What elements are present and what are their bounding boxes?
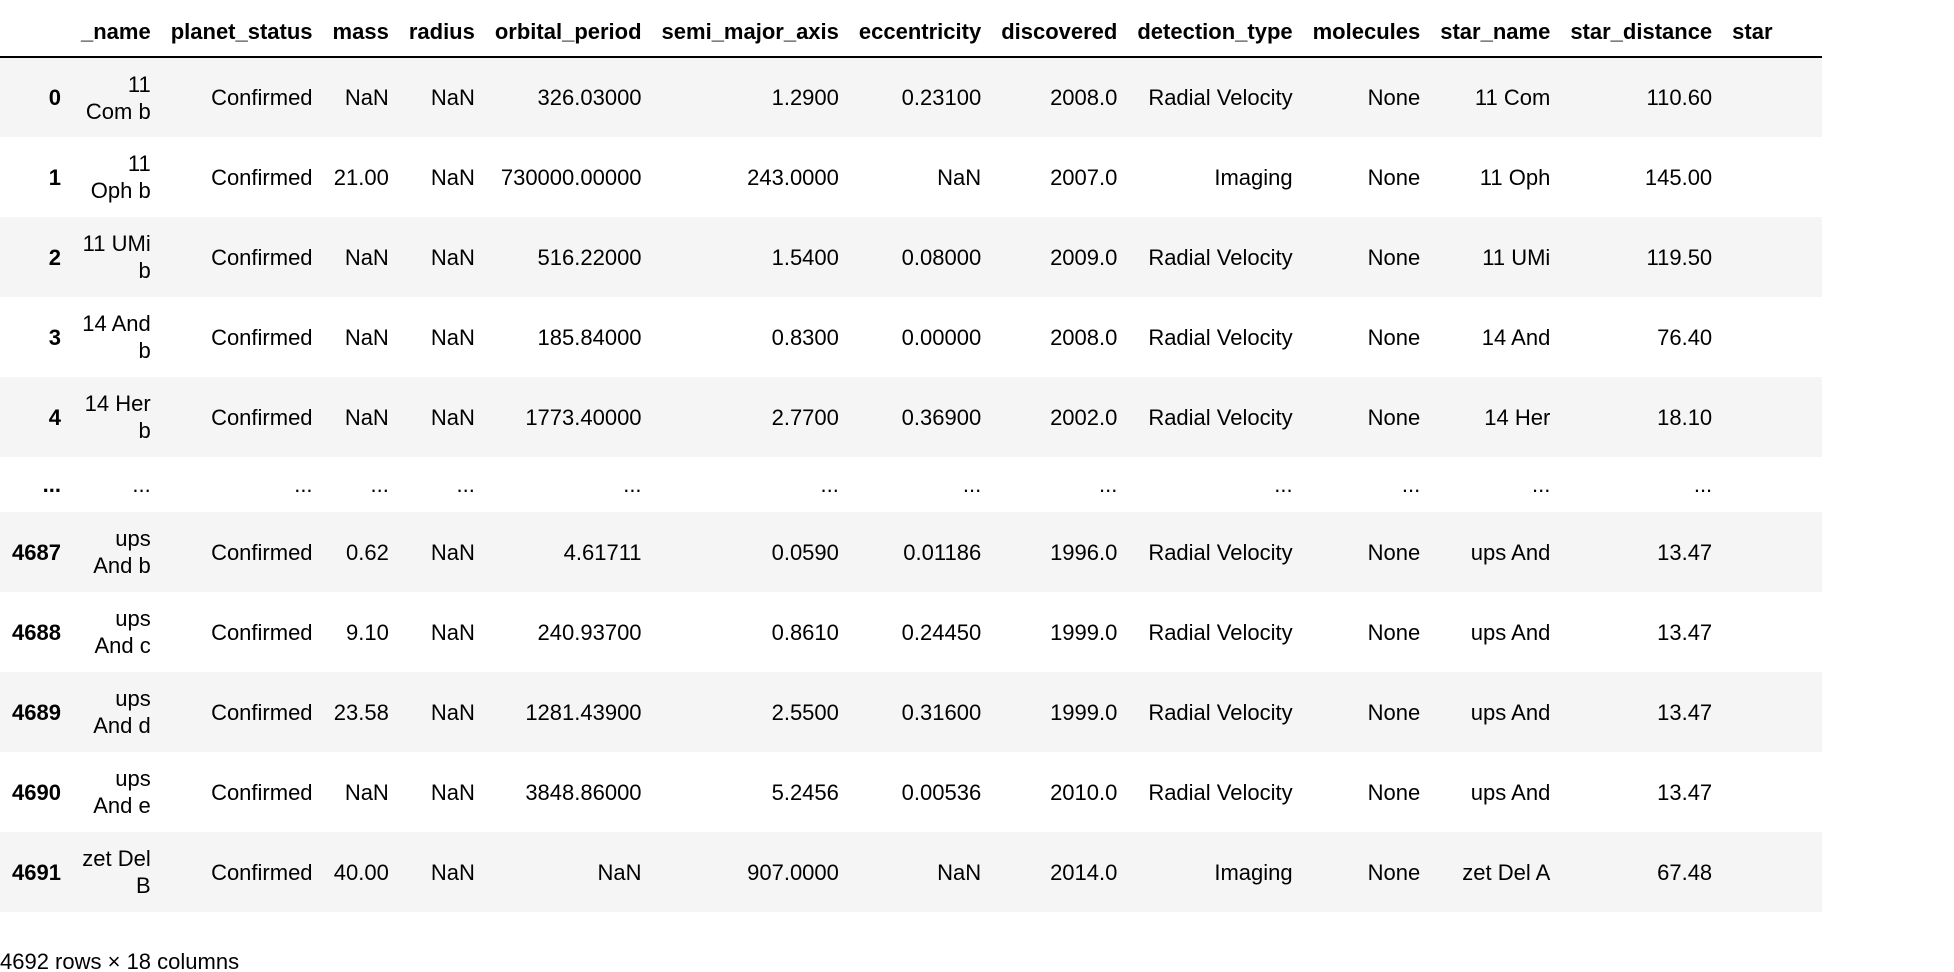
table-cell: Imaging [1214, 859, 1293, 885]
table-cell: 2008.0 [1050, 85, 1118, 110]
table-cell: 2002.0 [1050, 404, 1118, 430]
table-cell: ... [962, 472, 982, 497]
table-row [0, 57, 1822, 137]
table-cell: NaN [344, 85, 389, 110]
table-cell: Radial Velocity [1148, 779, 1293, 805]
table-cell: Radial Velocity [1148, 324, 1293, 350]
table-cell: 9.10 [346, 619, 389, 645]
table-cell: 1996.0 [1050, 539, 1118, 565]
table-cell: ... [456, 472, 475, 497]
table-cell: 0.8300 [771, 324, 839, 350]
index-header [0, 6, 71, 57]
table-cell [1722, 512, 1822, 592]
table-cell: 11 Oph [1479, 164, 1551, 190]
table-cell: NaN [937, 164, 982, 190]
table-cell: Radial Velocity [1148, 539, 1293, 565]
table-cell: ... [1274, 472, 1293, 497]
column-header: orbital_period [485, 6, 652, 57]
table-cell: 0.0590 [771, 539, 839, 565]
table-cell: 0.08000 [901, 244, 982, 270]
table-cell: 13.47 [1657, 539, 1713, 565]
column-header: star_distance [1560, 6, 1722, 57]
table-cell: 0.62 [346, 539, 389, 565]
row-index: 0 [48, 85, 61, 110]
table-cell: NaN [344, 324, 389, 350]
column-header: star [1722, 6, 1822, 57]
row-index: 4689 [12, 699, 61, 725]
table-cell: 2008.0 [1050, 324, 1118, 350]
table-cell: None [1367, 324, 1421, 350]
table-cell: None [1367, 619, 1421, 645]
table-row [0, 672, 1822, 752]
table-cell: 2010.0 [1050, 779, 1118, 805]
table-cell: None [1367, 85, 1421, 110]
table-row [0, 832, 1822, 912]
table-cell: zet Del A [1462, 859, 1551, 885]
column-header: molecules [1303, 6, 1431, 57]
table-cell: 18.10 [1657, 404, 1713, 430]
table-cell: NaN [430, 699, 475, 725]
table-cell: NaN [430, 779, 475, 805]
table-row [0, 377, 1822, 457]
row-index: 4690 [12, 779, 61, 805]
table-cell: Confirmed [211, 619, 313, 645]
table-cell [1722, 832, 1822, 912]
table-cell: 0.8610 [771, 619, 839, 645]
table-cell: 5.2456 [771, 779, 839, 805]
table-cell: Radial Velocity [1148, 85, 1293, 110]
table-cell: 1999.0 [1050, 699, 1118, 725]
table-cell: ups And [1470, 779, 1551, 805]
column-header: detection_type [1127, 6, 1302, 57]
table-cell: 1.5400 [771, 244, 839, 270]
table-cell: 2.7700 [771, 404, 839, 430]
table-cell: 14 Her b [84, 391, 151, 443]
row-index: 3 [48, 324, 61, 350]
table-cell: 145.00 [1644, 164, 1713, 190]
table-cell: ups And [1470, 699, 1551, 725]
table-cell: NaN [344, 404, 389, 430]
table-cell: 0.00536 [901, 779, 982, 805]
table-cell: ... [1693, 472, 1713, 497]
table-cell: ups And d [93, 686, 151, 738]
table-cell: Radial Velocity [1148, 244, 1293, 270]
table-cell: 11 UMi [1482, 244, 1551, 270]
table-cell: ups And [1470, 539, 1551, 565]
table-cell: NaN [344, 244, 389, 270]
table-cell: NaN [597, 859, 642, 885]
table-cell: 13.47 [1657, 779, 1713, 805]
table-cell: Confirmed [211, 404, 313, 430]
table-cell: 1773.40000 [525, 404, 642, 430]
table-cell: None [1367, 539, 1421, 565]
table-cell [1722, 592, 1822, 672]
table-cell: Radial Velocity [1148, 404, 1293, 430]
table-cell: 23.58 [333, 699, 389, 725]
table-cell: 119.50 [1646, 244, 1713, 270]
table-row [0, 512, 1822, 592]
table-cell: ups And c [94, 606, 151, 658]
table-cell: 2007.0 [1050, 164, 1118, 190]
table-cell: Confirmed [211, 779, 313, 805]
table-cell: 730000.00000 [500, 164, 642, 190]
table-cell [1722, 752, 1822, 832]
table-cell: None [1367, 404, 1421, 430]
table-cell: Confirmed [211, 539, 313, 565]
table-cell: 185.84000 [537, 324, 642, 350]
row-count-summary: 4692 rows × 18 columns [0, 949, 240, 972]
table-row [0, 752, 1822, 832]
table-cell: NaN [430, 619, 475, 645]
table-cell: 0.23100 [901, 85, 982, 110]
table-cell: ... [623, 472, 642, 497]
table-cell: NaN [344, 779, 389, 805]
column-header: discovered [991, 6, 1127, 57]
table-cell: 0.31600 [901, 699, 982, 725]
table-cell: None [1367, 164, 1421, 190]
dataframe-table [0, 6, 1822, 912]
table-cell: NaN [430, 859, 475, 885]
table-cell: NaN [430, 324, 475, 350]
table-row [0, 297, 1822, 377]
table-cell: 326.03000 [537, 85, 642, 110]
table-cell: Radial Velocity [1148, 699, 1293, 725]
table-cell: NaN [937, 859, 982, 885]
table-cell: 2.5500 [771, 699, 839, 725]
row-index: ... [42, 472, 61, 497]
table-cell: None [1367, 244, 1421, 270]
table-cell: 2009.0 [1050, 244, 1118, 270]
table-cell: ups And [1470, 619, 1551, 645]
table-cell: 1.2900 [771, 85, 839, 110]
table-cell: None [1367, 859, 1421, 885]
table-cell: 11 Oph b [90, 151, 151, 203]
table-cell: ... [132, 472, 151, 497]
table-cell: 1281.43900 [525, 699, 642, 725]
table-cell: ups And e [93, 766, 151, 818]
table-cell [1722, 217, 1822, 297]
table-cell: 76.40 [1657, 324, 1713, 350]
table-cell: zet Del B [82, 846, 151, 898]
table-cell [1722, 297, 1822, 377]
table-row [0, 592, 1822, 672]
table-cell: NaN [430, 85, 475, 110]
column-header: radius [399, 6, 485, 57]
table-cell: 67.48 [1657, 859, 1713, 885]
table-row [0, 217, 1822, 297]
column-header: planet_status [161, 6, 323, 57]
table-body [0, 57, 1822, 912]
table-cell: 110.60 [1646, 85, 1713, 110]
table-cell [1722, 457, 1822, 512]
column-header: mass [323, 6, 399, 57]
table-cell: 14 And [1481, 324, 1551, 350]
table-cell: Imaging [1214, 164, 1293, 190]
table-cell: ... [1099, 472, 1118, 497]
table-cell: ... [820, 472, 839, 497]
table-cell: ... [294, 472, 313, 497]
column-header: semi_major_axis [652, 6, 849, 57]
table-cell: Confirmed [211, 244, 313, 270]
table-cell: 0.36900 [901, 404, 982, 430]
table-cell: Confirmed [211, 324, 313, 350]
table-cell: NaN [430, 164, 475, 190]
table-header [0, 6, 1822, 57]
row-index: 4691 [12, 859, 61, 885]
table-cell: 243.0000 [747, 164, 839, 190]
table-cell [1722, 672, 1822, 752]
table-cell: 3848.86000 [525, 779, 642, 805]
table-cell: 240.93700 [537, 619, 642, 645]
table-cell: 14 And b [82, 311, 151, 363]
table-cell: NaN [430, 244, 475, 270]
table-cell: 516.22000 [537, 244, 642, 270]
column-header: eccentricity [849, 6, 991, 57]
table-cell: 14 Her [1484, 404, 1551, 430]
column-header: star_name [1430, 6, 1560, 57]
table-cell: Confirmed [211, 85, 313, 110]
table-cell: 0.01186 [903, 539, 982, 565]
table-cell: Confirmed [211, 699, 313, 725]
column-header: _name [71, 6, 161, 57]
table-cell: Radial Velocity [1148, 619, 1293, 645]
table-row [0, 457, 1822, 512]
table-cell [1722, 137, 1822, 217]
table-cell: None [1367, 779, 1421, 805]
table-cell [1722, 377, 1822, 457]
row-index: 2 [48, 244, 61, 270]
table-cell: NaN [430, 404, 475, 430]
table-cell: 21.00 [333, 164, 389, 190]
row-index: 4 [48, 404, 61, 430]
header-row [0, 6, 1822, 57]
table-cell: NaN [430, 539, 475, 565]
table-cell: 2014.0 [1050, 859, 1118, 885]
table-cell: ... [1401, 472, 1421, 497]
table-cell: 0.24450 [901, 619, 982, 645]
table-cell: 11 UMi b [82, 231, 151, 283]
row-index: 1 [48, 164, 61, 190]
table-cell: ... [1531, 472, 1551, 497]
table-cell: 11 Com [1474, 85, 1551, 110]
table-cell: None [1367, 699, 1421, 725]
table-cell: 907.0000 [747, 859, 839, 885]
table-cell: 13.47 [1657, 699, 1713, 725]
table-cell: ups And b [93, 526, 151, 578]
table-cell: 13.47 [1657, 619, 1713, 645]
table-cell [1722, 57, 1822, 137]
table-cell: Confirmed [211, 859, 313, 885]
row-index: 4688 [12, 619, 61, 645]
table-row [0, 137, 1822, 217]
table-cell: ... [370, 472, 389, 497]
table-cell: 0.00000 [901, 324, 982, 350]
table-cell: 11 Com b [85, 71, 151, 124]
table-cell: 1999.0 [1050, 619, 1118, 645]
table-cell: Confirmed [211, 164, 313, 190]
table-cell: 4.61711 [563, 539, 642, 565]
row-index: 4687 [12, 539, 61, 565]
table-cell: 40.00 [333, 859, 389, 885]
